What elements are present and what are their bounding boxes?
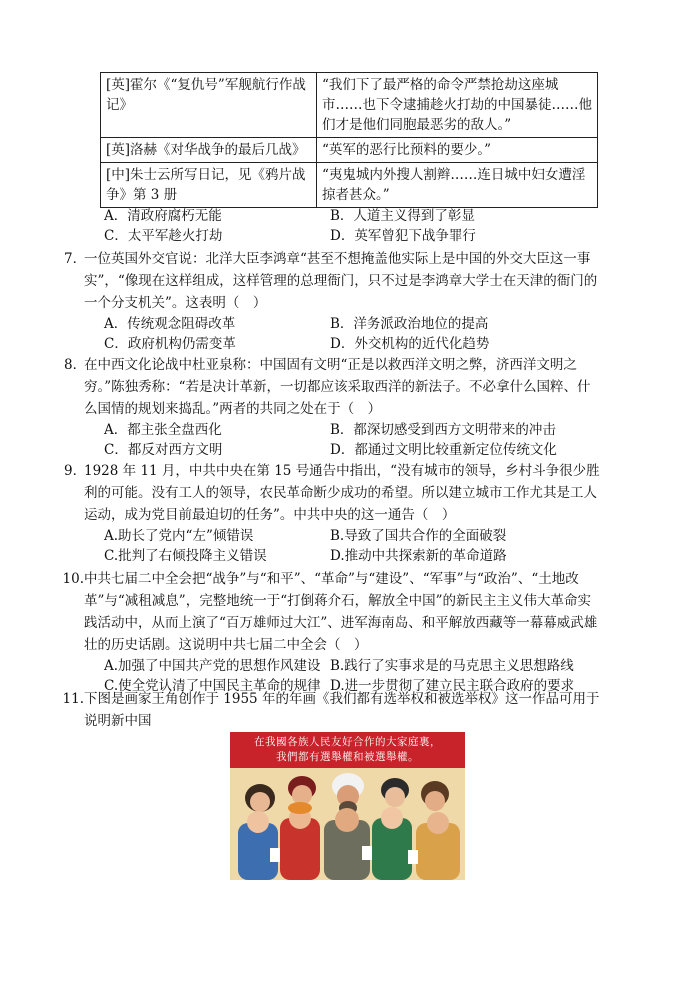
question-7 [64,248,604,314]
poster-banner-line-1: 在我國各族人民友好合作的大家庭裏， [254,736,441,748]
source-cell: [英]洛赫《对华战争的最后几战》 [101,138,317,163]
source-cell: [英]霍尔《“复仇号”军舰航行作战记》 [101,73,317,138]
source-table [100,72,598,208]
option-a: A.加强了中国共产党的思想作风建设 [104,658,321,674]
table-row [101,73,598,138]
question-11 [62,688,604,732]
option-c: C．太平军趁火打劫 [104,228,223,244]
option-b: B．都深切感受到西方文明带来的冲击 [330,422,556,438]
question-number: 7． [64,251,87,267]
quote-cell: “我们下了最严格的命令严禁抢劫这座城市……也下令逮捕趁火打劫的中国暴徒……他们才是他们同胞最恶劣的敌人。” [317,73,598,138]
option-a: A．传统观念阻碍改革 [104,316,236,332]
option-b: B．洋务派政治地位的提高 [330,316,489,332]
poster-illustration [230,768,465,880]
option-b: B.导致了国共合作的全面破裂 [330,528,507,544]
poster-banner [230,732,465,768]
question-stem: 中共七届二中全会把“战争”与“和平”、“革命”与“建设”、“军事”与“政治”、“土地改革”与“减租减息”，完整地统一于“打倒蒋介石，解放全中国”的新民主主义伟大革命实践活动中，从而上演了“百万雄师过大江”、进军海南岛、和平解放西藏等一幕幕威武雄壮的历史话剧。这说明中共七届二中全会（ ） [84,571,598,653]
question-number: 9． [64,463,87,479]
option-a: A.助长了党内“左”倾错误 [104,528,254,544]
table-row [101,138,598,163]
option-c: C．政府机构仍需变革 [104,336,236,352]
option-b: B.践行了实事求是的马克思主义思想路线 [330,658,574,674]
question-number: 11. [62,691,84,707]
question-8 [64,354,604,420]
poster-image [230,732,465,880]
option-c: C.使全党认清了中国民主革命的规律 [104,678,321,694]
option-d: D．英军曾犯下战争罪行 [330,228,476,244]
question-number: 10. [62,571,84,587]
question-stem: 1928 年 11 月，中共中央在第 15 号通告中指出，“没有城市的领导，乡村斗争很少胜利的可能。没有工人的领导，农民革命断少成功的希望。所以建立城市工作尤其是工人运动，成为党目前最迫切的任务”。中共中央的这一通告（ ） [84,463,600,523]
option-b: B．人道主义得到了彰显 [330,208,475,224]
table-row [101,163,598,208]
option-c: C．都反对西方文明 [104,442,223,458]
question-stem: 一位英国外交官说：北洋大臣李鸿章“甚至不想掩盖他实际上是中国的外交大臣这一事实”，“像现在这样组成，这样管理的总理衙门，只不过是李鸿章大学士在天津的衙门的一个分支机关”。这表明（ ） [84,251,598,311]
option-d: D.进一步贯彻了建立民主联合政府的要求 [330,678,575,694]
poster-banner-line-2: 我們都有選舉權和被選舉權。 [276,751,419,763]
quote-cell: “英军的恶行比预料的要少。” [317,138,598,163]
question-number: 8． [64,357,87,373]
option-a: A．都主张全盘西化 [104,422,222,438]
quote-cell: “夷鬼城内外搜人割辫……连日城中妇女遭淫掠者甚众。” [317,163,598,208]
question-10 [62,568,604,656]
question-9 [64,460,604,526]
question-stem: 在中西文化论战中杜亚泉称：中国固有文明“正是以救西洋文明之弊，济西洋文明之穷。”陈独秀称：“若是决计革新，一切都应该采取西洋的新法子。不必拿什么国粹、什么国情的规划来捣乱。”两者的共同之处在于（ ） [84,357,591,417]
option-d: D．外交机构的近代化趋势 [330,336,490,352]
question-stem: 下图是画家王角创作于 1955 年的年画《我们都有选举权和被选举权》这一作品可用于说明新中国 [84,691,600,729]
option-c: C.批判了右倾投降主义错误 [104,548,267,564]
source-cell: [中]朱士云所写日记，见《鸦片战争》第 3 册 [101,163,317,208]
option-d: D.推动中共探索新的革命道路 [330,548,507,564]
option-d: D．都通过文明比较重新定位传统文化 [330,442,557,458]
option-a: A．清政府腐朽无能 [104,208,222,224]
